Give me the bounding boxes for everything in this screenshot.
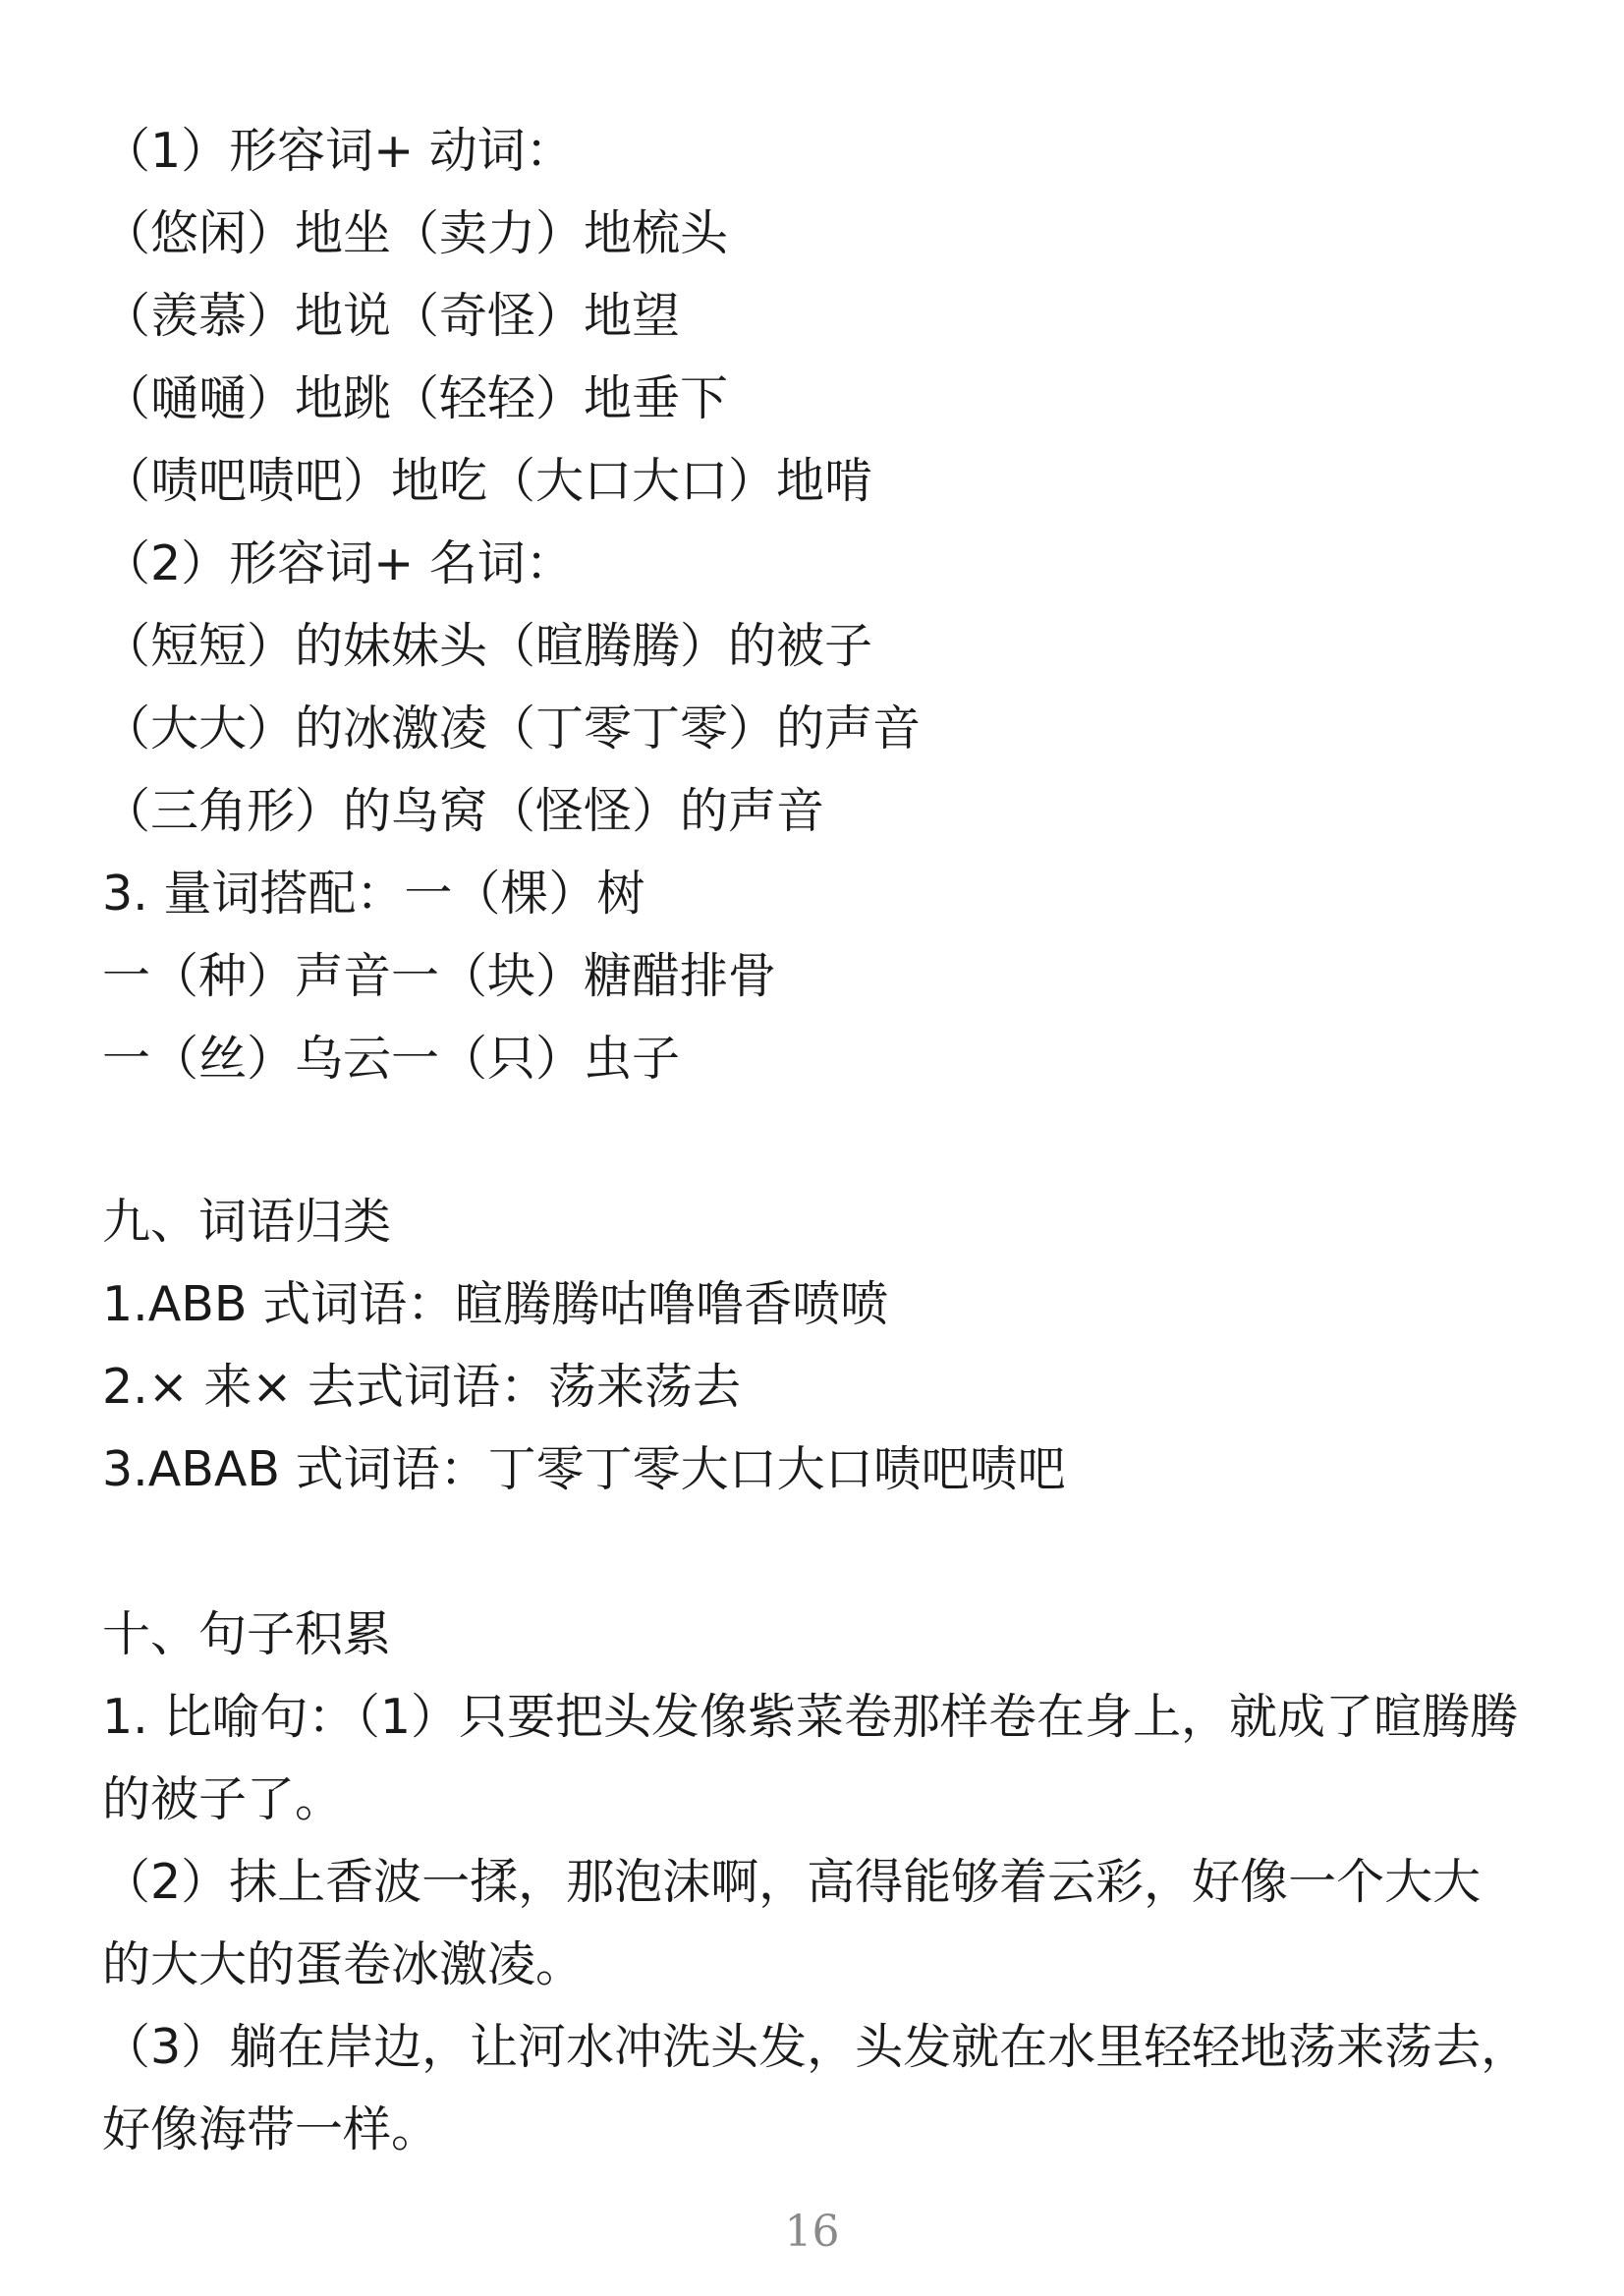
sentence-line: （3）躺在岸边，让河水冲洗头发，头发就在水里轻轻地荡来荡去， <box>102 2019 1530 2075</box>
section-heading-sentence-accumulation: 十、句子积累 <box>102 1606 392 1662</box>
phrase-line: （短短）的妹妹头（暄腾腾）的被子 <box>102 618 873 674</box>
phrase-line: （羡慕）地说（奇怪）地望 <box>102 288 681 344</box>
word-category-line: 2.× 来× 去式词语：荡来荡去 <box>102 1359 742 1415</box>
sentence-line: （2）抹上香波一揉，那泡沫啊，高得能够着云彩，好像一个大大 <box>102 1854 1482 1910</box>
sentence-line: 1. 比喻句：（1）只要把头发像紫菜卷那样卷在身上，就成了暄腾腾 <box>102 1689 1519 1745</box>
adj-noun-subheading: （2）形容词+ 名词： <box>102 535 574 591</box>
measure-word-heading: 3. 量词搭配：一（棵）树 <box>102 866 645 922</box>
word-category-line: 1.ABB 式词语：暄腾腾咕噜噜香喷喷 <box>102 1276 889 1332</box>
phrase-line: （三角形）的鸟窝（怪怪）的声音 <box>102 783 825 839</box>
sentence-line: 的大大的蛋卷冰激凌。 <box>102 1936 585 1992</box>
adj-verb-subheading: （1）形容词+ 动词： <box>102 123 574 179</box>
phrase-line: （悠闲）地坐（卖力）地梳头 <box>102 205 729 261</box>
section-heading-word-classification: 九、词语归类 <box>102 1194 392 1250</box>
page-number: 16 <box>784 2207 840 2257</box>
phrase-line: 一（种）声音一（块）糖醋排骨 <box>102 948 777 1004</box>
phrase-line: （嗵嗵）地跳（轻轻）地垂下 <box>102 370 729 426</box>
phrase-line: （大大）的冰激凌（丁零丁零）的声音 <box>102 700 922 756</box>
sentence-line: 好像海带一样。 <box>102 2101 440 2157</box>
phrase-line: （啧吧啧吧）地吃（大口大口）地啃 <box>102 453 873 509</box>
word-category-line: 3.ABAB 式词语：丁零丁零大口大口啧吧啧吧 <box>102 1441 1066 1497</box>
phrase-line: 一（丝）乌云一（只）虫子 <box>102 1031 681 1087</box>
sentence-line: 的被子了。 <box>102 1771 344 1827</box>
